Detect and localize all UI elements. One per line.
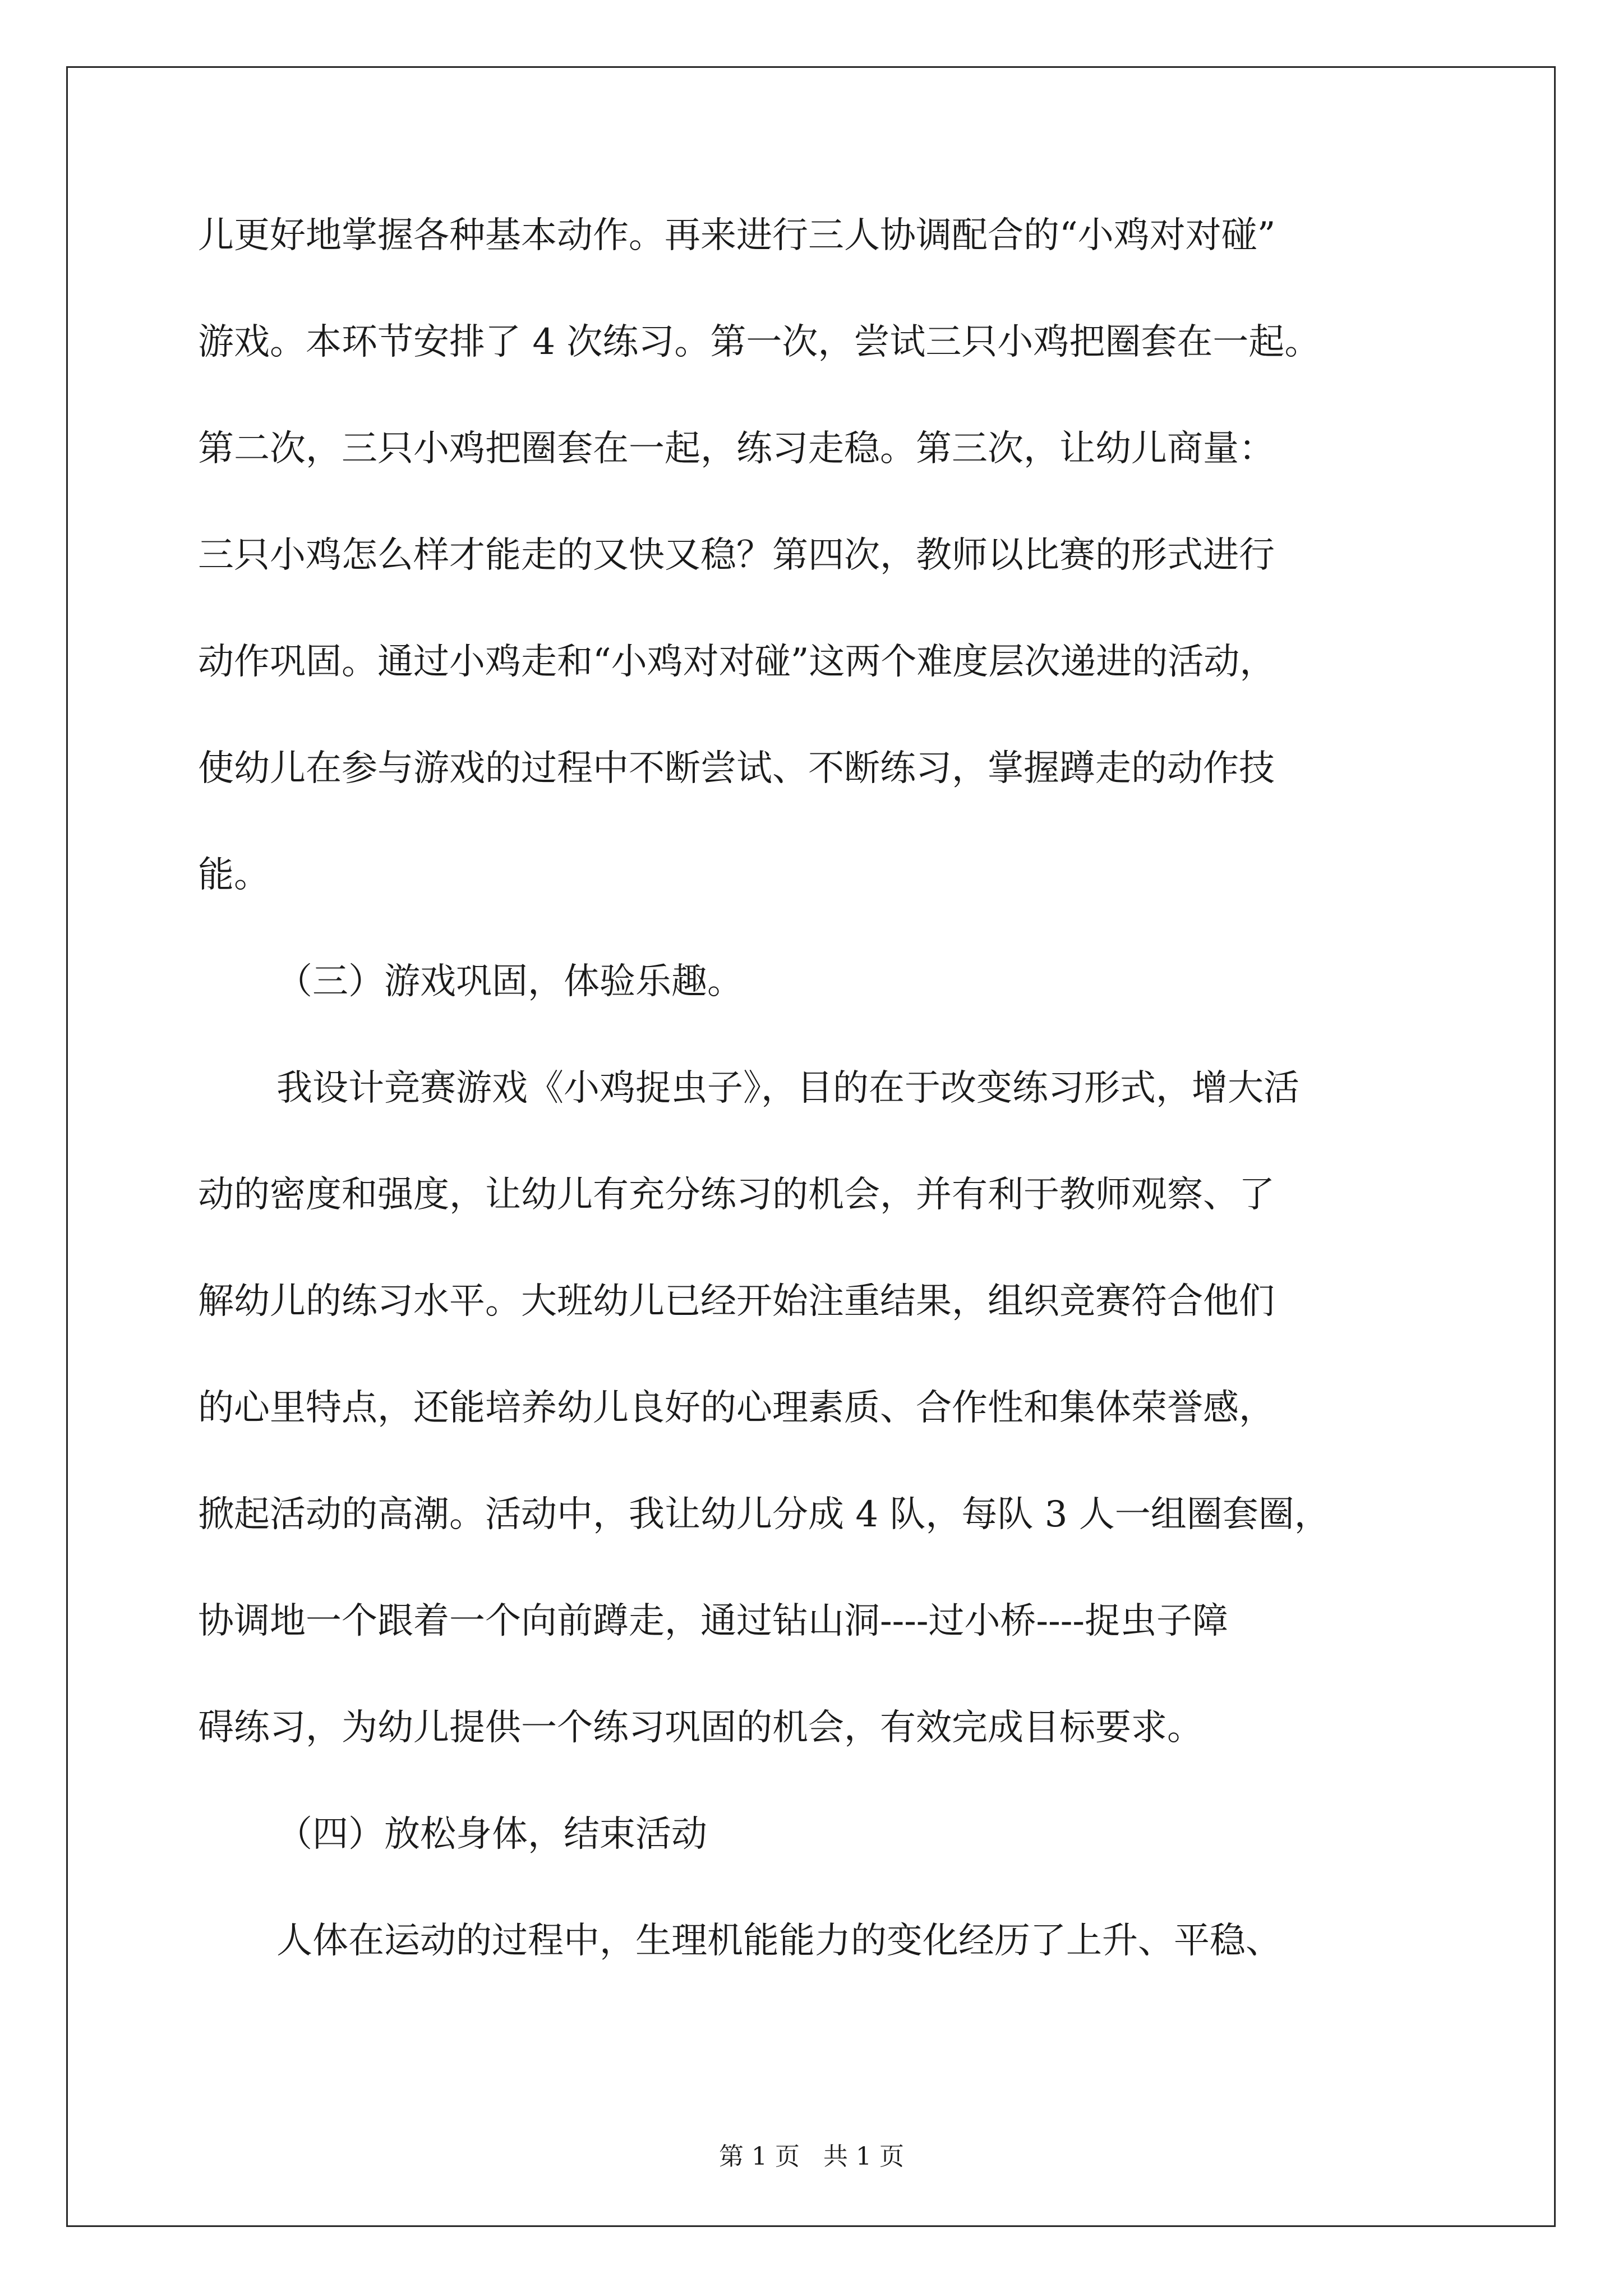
section-heading: （四）放松身体，结束活动 [276, 1814, 707, 1855]
text-line: 动作巩固。通过小鸡走和“小鸡对对碰”这两个难度层次递进的活动， [198, 641, 1276, 683]
text-line: 碍练习，为幼儿提供一个练习巩固的机会，有效完成目标要求。 [198, 1707, 1203, 1749]
page-footer: 第 1 页 共 1 页 [719, 2142, 904, 2171]
paragraph-start-line: 我设计竞赛游戏《小鸡捉虫子》，目的在于改变练习形式，增大活 [276, 1068, 1299, 1109]
text-line: 能。 [198, 854, 270, 896]
text-line: 掀起活动的高潮。活动中，我让幼儿分成 4 队，每队 3 人一组圈套圈， [198, 1494, 1330, 1535]
text-line: 儿更好地掌握各种基本动作。再来进行三人协调配合的“小鸡对对碰” [198, 215, 1276, 256]
text-line: 解幼儿的练习水平。大班幼儿已经开始注重结果，组织竞赛符合他们 [198, 1281, 1275, 1322]
text-line: 三只小鸡怎么样才能走的又快又稳？第四次，教师以比赛的形式进行 [198, 535, 1275, 576]
text-line: 使幼儿在参与游戏的过程中不断尝试、不断练习，掌握蹲走的动作技 [198, 748, 1275, 789]
text-line: 的心里特点，还能培养幼儿良好的心理素质、合作性和集体荣誉感， [198, 1387, 1275, 1429]
text-line: 游戏。本环节安排了 4 次练习。第一次，尝试三只小鸡把圈套在一起。 [198, 321, 1321, 363]
document-body [198, 208, 1426, 2019]
section-heading: （三）游戏巩固，体验乐趣。 [276, 961, 743, 1002]
text-line: 动的密度和强度，让幼儿有充分练习的机会，并有利于教师观察、了 [198, 1174, 1275, 1216]
paragraph-start-line: 人体在运动的过程中，生理机能能力的变化经历了上升、平稳、 [276, 1920, 1281, 1962]
text-line: 协调地一个跟着一个向前蹲走，通过钻山洞----过小桥----捉虫子障 [198, 1600, 1228, 1642]
text-line: 第二次，三只小鸡把圈套在一起，练习走稳。第三次，让幼儿商量： [198, 428, 1275, 470]
